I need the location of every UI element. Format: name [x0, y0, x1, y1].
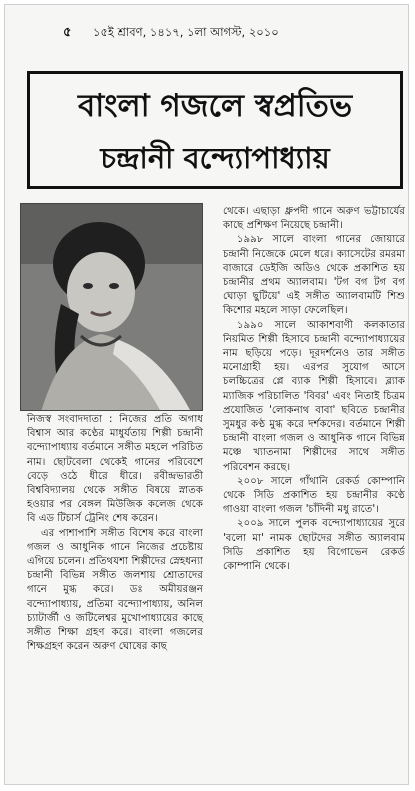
article-right-column	[223, 205, 405, 574]
newspaper-clipping	[4, 4, 409, 785]
page-header	[5, 23, 409, 47]
right-paragraph-1: থেকে। এছাড়া ধ্রুপদী গানে অরুণ ভট্টাচার্যের কাছে প্রশিক্ষণ নিয়েছে চন্দ্রানী।	[223, 206, 405, 232]
left-paragraph-1: নিজস্ব সংবাদদাতা : নিজের প্রতি অগাধ বিশ্বাস আর কণ্ঠের মাধুর্যতায় শিল্পী চন্দ্রানী বন্দ্যোপাধ্যায় বর্তমানে সঙ্গীত মহলে পরিচিত নাম। ছোটবেলা থেকেই গানের পরিবেশে বেড়ে ওঠে ধীরে ধীরে। রবীন্দ্রভারতী বিশ্ববিদ্যালয় থেকে সঙ্গীত বিষয়ে স্নাতক হওয়ার পর বেঙ্গল মিউজিক কলেজ থেকে বি এড টিচার্স ট্রেনিং শেষ করেন।	[27, 414, 203, 525]
portrait-photo	[20, 203, 203, 411]
right-paragraph-3: ১৯৯০ সালে আকাশবাণী কলকাতার নিয়মিত শিল্পী হিসাবে চন্দ্রানী বন্দ্যোপাধ্যায়ের নাম ছড়িয়ে পড়ে। দূরদর্শনেও তার সঙ্গীত মনোগ্রাহী হয়। এরপর সুযোগ আসে চলচ্চিত্রের প্লে ব্যাক শিল্পী হিসাবে। ব্ল্যাক ম্যাজিক পরিচালিত 'বিবর' এবং নিতাই চিত্রম প্রযোজিত 'লোকনাথ বাবা' ছবিতে চন্দ্রানীর সুমধুর কণ্ঠ মুগ্ধ করে দর্শকদের। বর্তমানে শিল্পী চন্দ্রানী বাংলা গজল ও আধুনিক গানে বিভিন্ন মঞ্চে খ্যাতনামা শিল্পীদের সাথে সঙ্গীত পরিবেশন করছে।	[223, 319, 405, 473]
left-paragraph-2: এর পাশাপাশি সঙ্গীত বিশেষ করে বাংলা গজল ও আধুনিক গানে নিজের প্রচেষ্টায় এগিয়ে চলেন। প্রতিথযশা শিল্পীদের স্নেহধন্যা চন্দ্রানী বিভিন্ন সঙ্গীত জলশায় শ্রোতাদের গানে মুগ্ধ করে। ডঃ অমীয়রঞ্জন বন্দ্যোপাধ্যায়, প্রতিমা বন্দ্যোপাধ্যায়, অনিল চ্যাটার্জী ও জটিলেশ্বর মুখোপাধ্যায়ের কাছে সঙ্গীত শিক্ষা গ্রহণ করে। বাংলা গজলের শিক্ষগ্রহণ করেন অরুণ ঘোষের কাছ	[27, 527, 203, 653]
headline-line-1: বাংলা গজলে স্বপ্রতিভ	[77, 88, 353, 124]
article-left-column	[27, 413, 203, 654]
right-paragraph-2: ১৯৯৮ সালে বাংলা গানের জোয়ারে চন্দ্রানী নিজেকে মেলে ধরে। ক্যাসেটের রমরমা বাজারে ডেইজি অডিও থেকে প্রকাশিত হয় চন্দ্রানীর প্রথম অ্যালবাম। 'টগ বগ টগ বগ ঘোড়া ছুটিয়ে' এই সঙ্গীত অ্যালবামটি শিশু কিশোর মহলে সাড়া ফেলেছিল।	[223, 234, 405, 317]
portrait-photo-icon	[21, 204, 203, 411]
right-paragraph-5: ২০০৯ সালে পুলক বন্দ্যোপাধ্যায়ের সুরে 'বলো মা' নামক ছোটদের সঙ্গীত অ্যালবাম সিডি প্রকাশিত হয় বিগোভেন রেকর্ড কোম্পানি থেকে।	[223, 518, 405, 573]
headline-line-2: চন্দ্রানী বন্দ্যোপাধ্যায়	[100, 141, 330, 175]
date-line: ১৫ই শ্রাবণ, ১৪১৭, ১লা আগস্ট, ২০১০	[93, 25, 279, 39]
right-paragraph-4: ২০০৮ সালে গাঁথানি রেকর্ড কোম্পানি থেকে সিডি প্রকাশিত হয় চন্দ্রানীর কণ্ঠে গাওয়া বাংলা গজল 'চাঁদিনী মধু রাতে'।	[223, 475, 405, 516]
headline-box	[27, 71, 403, 189]
page-number: ৫	[63, 25, 72, 40]
